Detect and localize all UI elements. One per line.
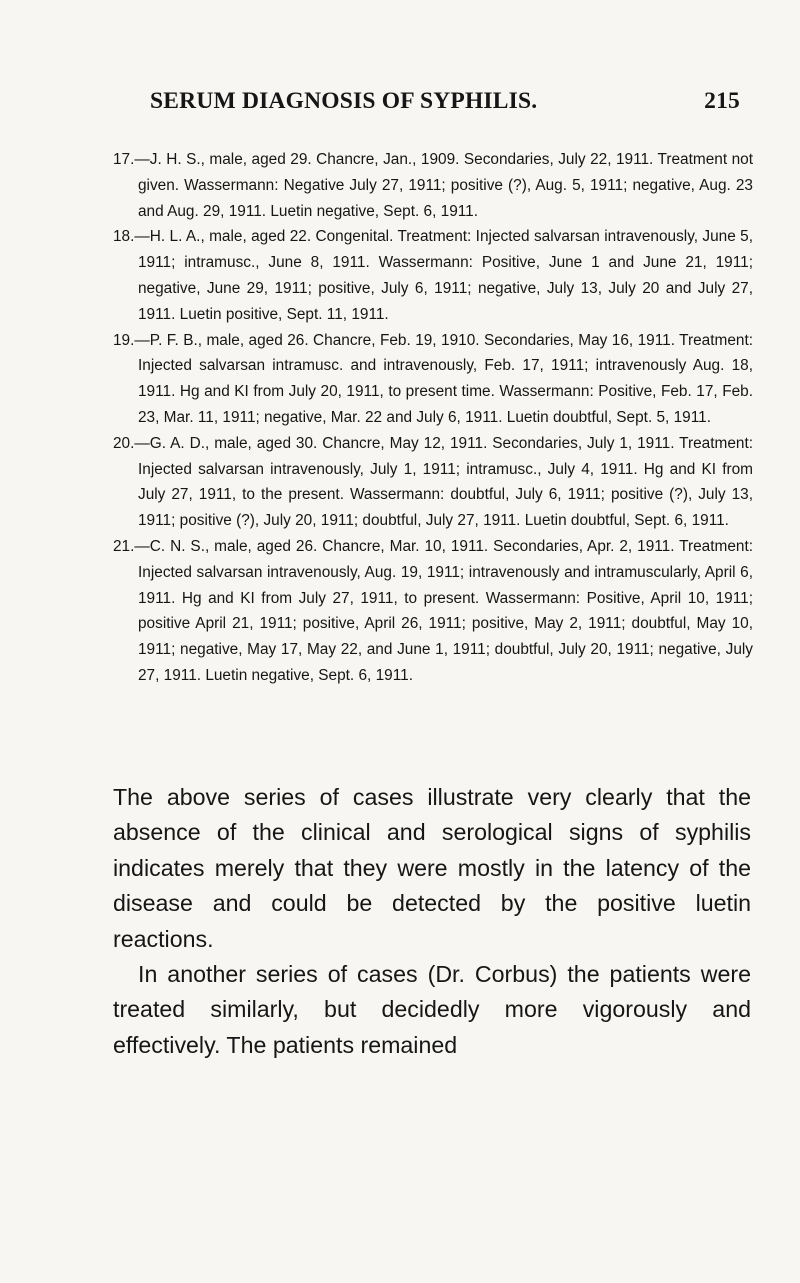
case-entry-19: 19.—P. F. B., male, aged 26. Chancre, Feb. 19, 1910. Secondaries, May 16, 1911. Treatment: Injected salvarsan intramusc. and intravenously, Feb. 17, 1911; intravenously Aug. 18, 1911. Hg and KI from July 20, 1911, to present time. Wassermann: Positive, Feb. 17, Feb. 23, Mar. 11, 1911; negative, Mar. 22 and July 6, 1911. Luetin doubtful, Sept. 5, 1911. (113, 331, 753, 426)
case-entry-18: 18.—H. L. A., male, aged 22. Congenital. Treatment: Injected salvarsan intravenously, June 5, 1911; intramusc., June 8, 1911. Wassermann: Positive, June 1 and June 21, 1911; negative, June 29, 1911; positive, July 6, 1911; negative, July 13, July 20 and July 27, 1911. Luetin positive, Sept. 11, 1911. (113, 228, 753, 323)
body-paragraph-corbus: In another series of cases (Dr. Corbus) the patients were treated similarly, but decidedly more vigorously and effectively. The patients remained (113, 961, 751, 1058)
case-entry-20: 20.—G. A. D., male, aged 30. Chancre, May 12, 1911. Secondaries, July 1, 1911. Treatment: Injected salvarsan intravenously, July 1, 1911; intramusc., July 4, 1911. Hg and KI from July 27, 1911, to the present. Wassermann: doubtful, July 6, 1911; positive (?), July 13, 1911; positive (?), July 20, 1911; doubtful, July 27, 1911. Luetin doubtful, Sept. 6, 1911. (113, 434, 753, 530)
body-paragraph-summary: The above series of cases illustrate very clearly that the absence of the clinical and serological signs of syphilis indicates merely that they were mostly in the latency of the disease and could be detected by the positive luetin reactions. (113, 784, 751, 952)
page-number: 215 (704, 88, 740, 114)
page-title: SERUM DIAGNOSIS OF SYPHILIS. (150, 88, 538, 114)
case-entry-17: 17.—J. H. S., male, aged 29. Chancre, Jan., 1909. Secondaries, July 22, 1911. Treatment not given. Wassermann: Negative July 27, 1911; positive (?), Aug. 5, 1911; negative, Aug. 23 and Aug. 29, 1911. Luetin negative, Sept. 6, 1911. (113, 151, 753, 220)
case-list (113, 147, 753, 689)
body-text (113, 780, 751, 1063)
case-entry-21: 21.—C. N. S., male, aged 26. Chancre, Mar. 10, 1911. Secondaries, Apr. 2, 1911. Treatment: Injected salvarsan intravenously, Aug. 19, 1911; intravenously and intramuscularly, April 6, 1911. Hg and KI from July 27, 1911, to present. Wassermann: Positive, April 10, 1911; positive April 21, 1911; positive, April 26, 1911; positive, May 2, 1911; doubtful, May 10, 1911; negative, May 17, May 22, and June 1, 1911; doubtful, July 20, 1911; negative, July 27, 1911. Luetin negative, Sept. 6, 1911. (113, 537, 753, 684)
